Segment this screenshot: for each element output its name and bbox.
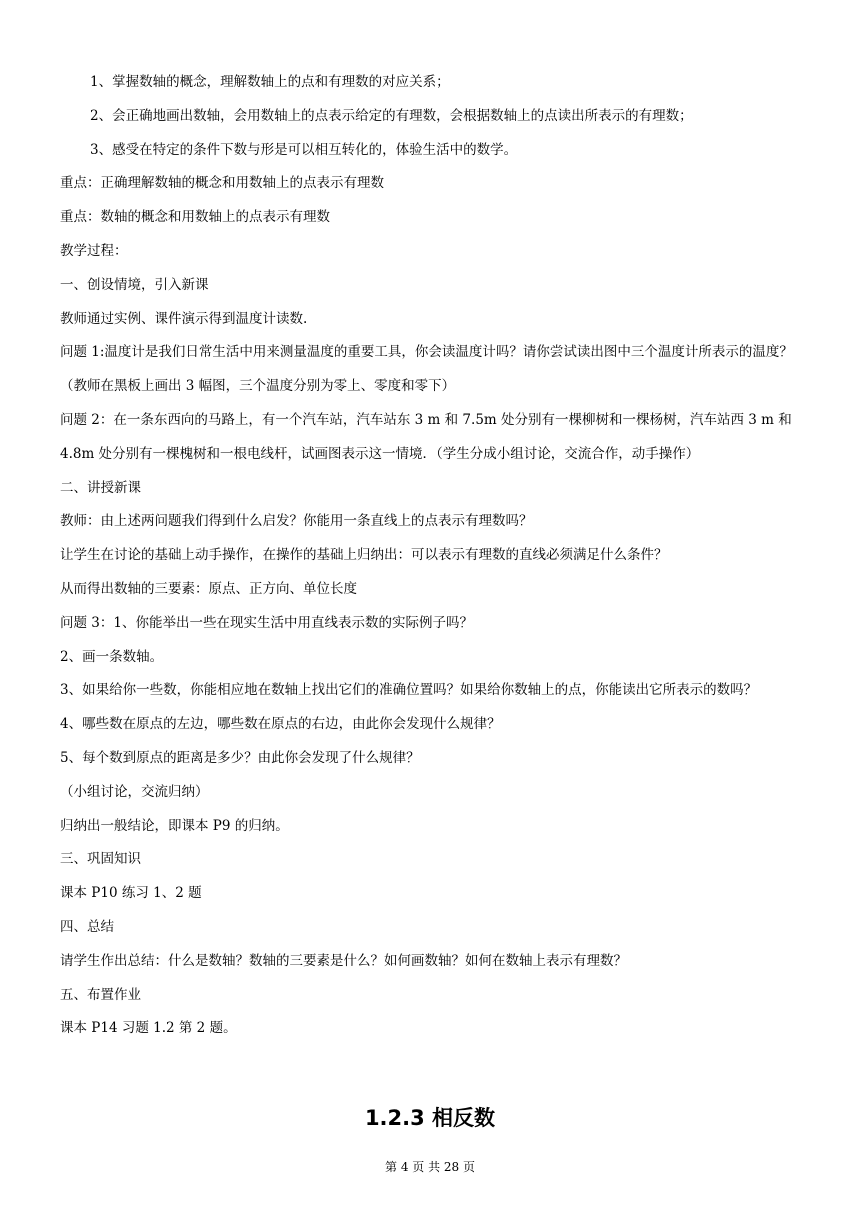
paragraph: 课本 P10 练习 1、2 题	[60, 885, 202, 902]
list-item: 5、每个数到原点的距离是多少？由此你会发现了什么规律？	[60, 749, 420, 766]
page-footer: 第 4 页 共 28 页	[385, 1160, 475, 1174]
paragraph: 教师通过实例、课件演示得到温度计读数.	[60, 310, 308, 327]
section-heading-3: 三、巩固知识	[60, 851, 141, 868]
paragraph: 教师：由上述两问题我们得到什么启发？你能用一条直线上的点表示有理数吗？	[60, 513, 533, 530]
paragraph: 从而得出数轴的三要素：原点、正方向、单位长度	[60, 580, 357, 597]
objective-3: 3、感受在特定的条件下数与形是可以相互转化的，体验生活中的数学。	[90, 141, 518, 158]
paragraph: 让学生在讨论的基础上动手操作，在操作的基础上归纳出：可以表示有理数的直线必须满足什么条件？	[60, 547, 668, 564]
section-heading-5: 五、布置作业	[60, 986, 141, 1003]
section-heading-1: 一、创设情境，引入新课	[60, 276, 209, 293]
section-heading-2: 二、讲授新课	[60, 479, 141, 496]
section-heading-4: 四、总结	[60, 918, 114, 935]
list-item: 4、哪些数在原点的左边，哪些数在原点的右边，由此你会发现什么规律？	[60, 716, 501, 733]
list-item: 2、画一条数轴。	[60, 648, 164, 665]
key-point-1: 重点：正确理解数轴的概念和用数轴上的点表示有理数	[60, 175, 384, 192]
paragraph: 归纳出一般结论，即课本 P9 的归纳。	[60, 817, 289, 834]
body-text	[60, 66, 805, 1046]
key-point-2: 重点：数轴的概念和用数轴上的点表示有理数	[60, 209, 330, 226]
question-3: 问题 3：1、你能举出一些在现实生活中用直线表示数的实际例子吗？	[60, 614, 473, 631]
question-1: 问题 1:温度计是我们日常生活中用来测量温度的重要工具，你会读温度计吗？请你尝试读出图中三个温度计所表示的温度？（教师在黑板上画出 3 幅图，三个温度分别为零上、零度和零下）	[60, 344, 793, 395]
question-2: 问题 2：在一条东西向的马路上，有一个汽车站，汽车站东 3 m 和 7.5m 处分别有一棵柳树和一棵杨树，汽车站西 3 m 和 4.8m 处分别有一棵槐树和一根电线杆，试画图表示这一情境．（学生分成小组讨论，交流合作，动手操作）	[60, 411, 792, 462]
teaching-process-heading: 教学过程：	[60, 242, 128, 259]
list-item: 3、如果给你一些数，你能相应地在数轴上找出它们的准确位置吗？如果给你数轴上的点，你能读出它所表示的数吗？	[60, 682, 758, 699]
objective-1: 1、掌握数轴的概念，理解数轴上的点和有理数的对应关系；	[90, 74, 450, 90]
objective-2: 2、会正确地画出数轴，会用数轴上的点表示给定的有理数，会根据数轴上的点读出所表示的有理数；	[90, 107, 693, 124]
paragraph: 请学生作出总结：什么是数轴？数轴的三要素是什么？如何画数轴？如何在数轴上表示有理数？	[60, 952, 627, 969]
paragraph: （小组讨论，交流归纳）	[60, 783, 209, 800]
section-title: 1.2.3 相反数	[364, 1106, 496, 1130]
paragraph: 课本 P14 习题 1.2 第 2 题。	[60, 1020, 237, 1037]
